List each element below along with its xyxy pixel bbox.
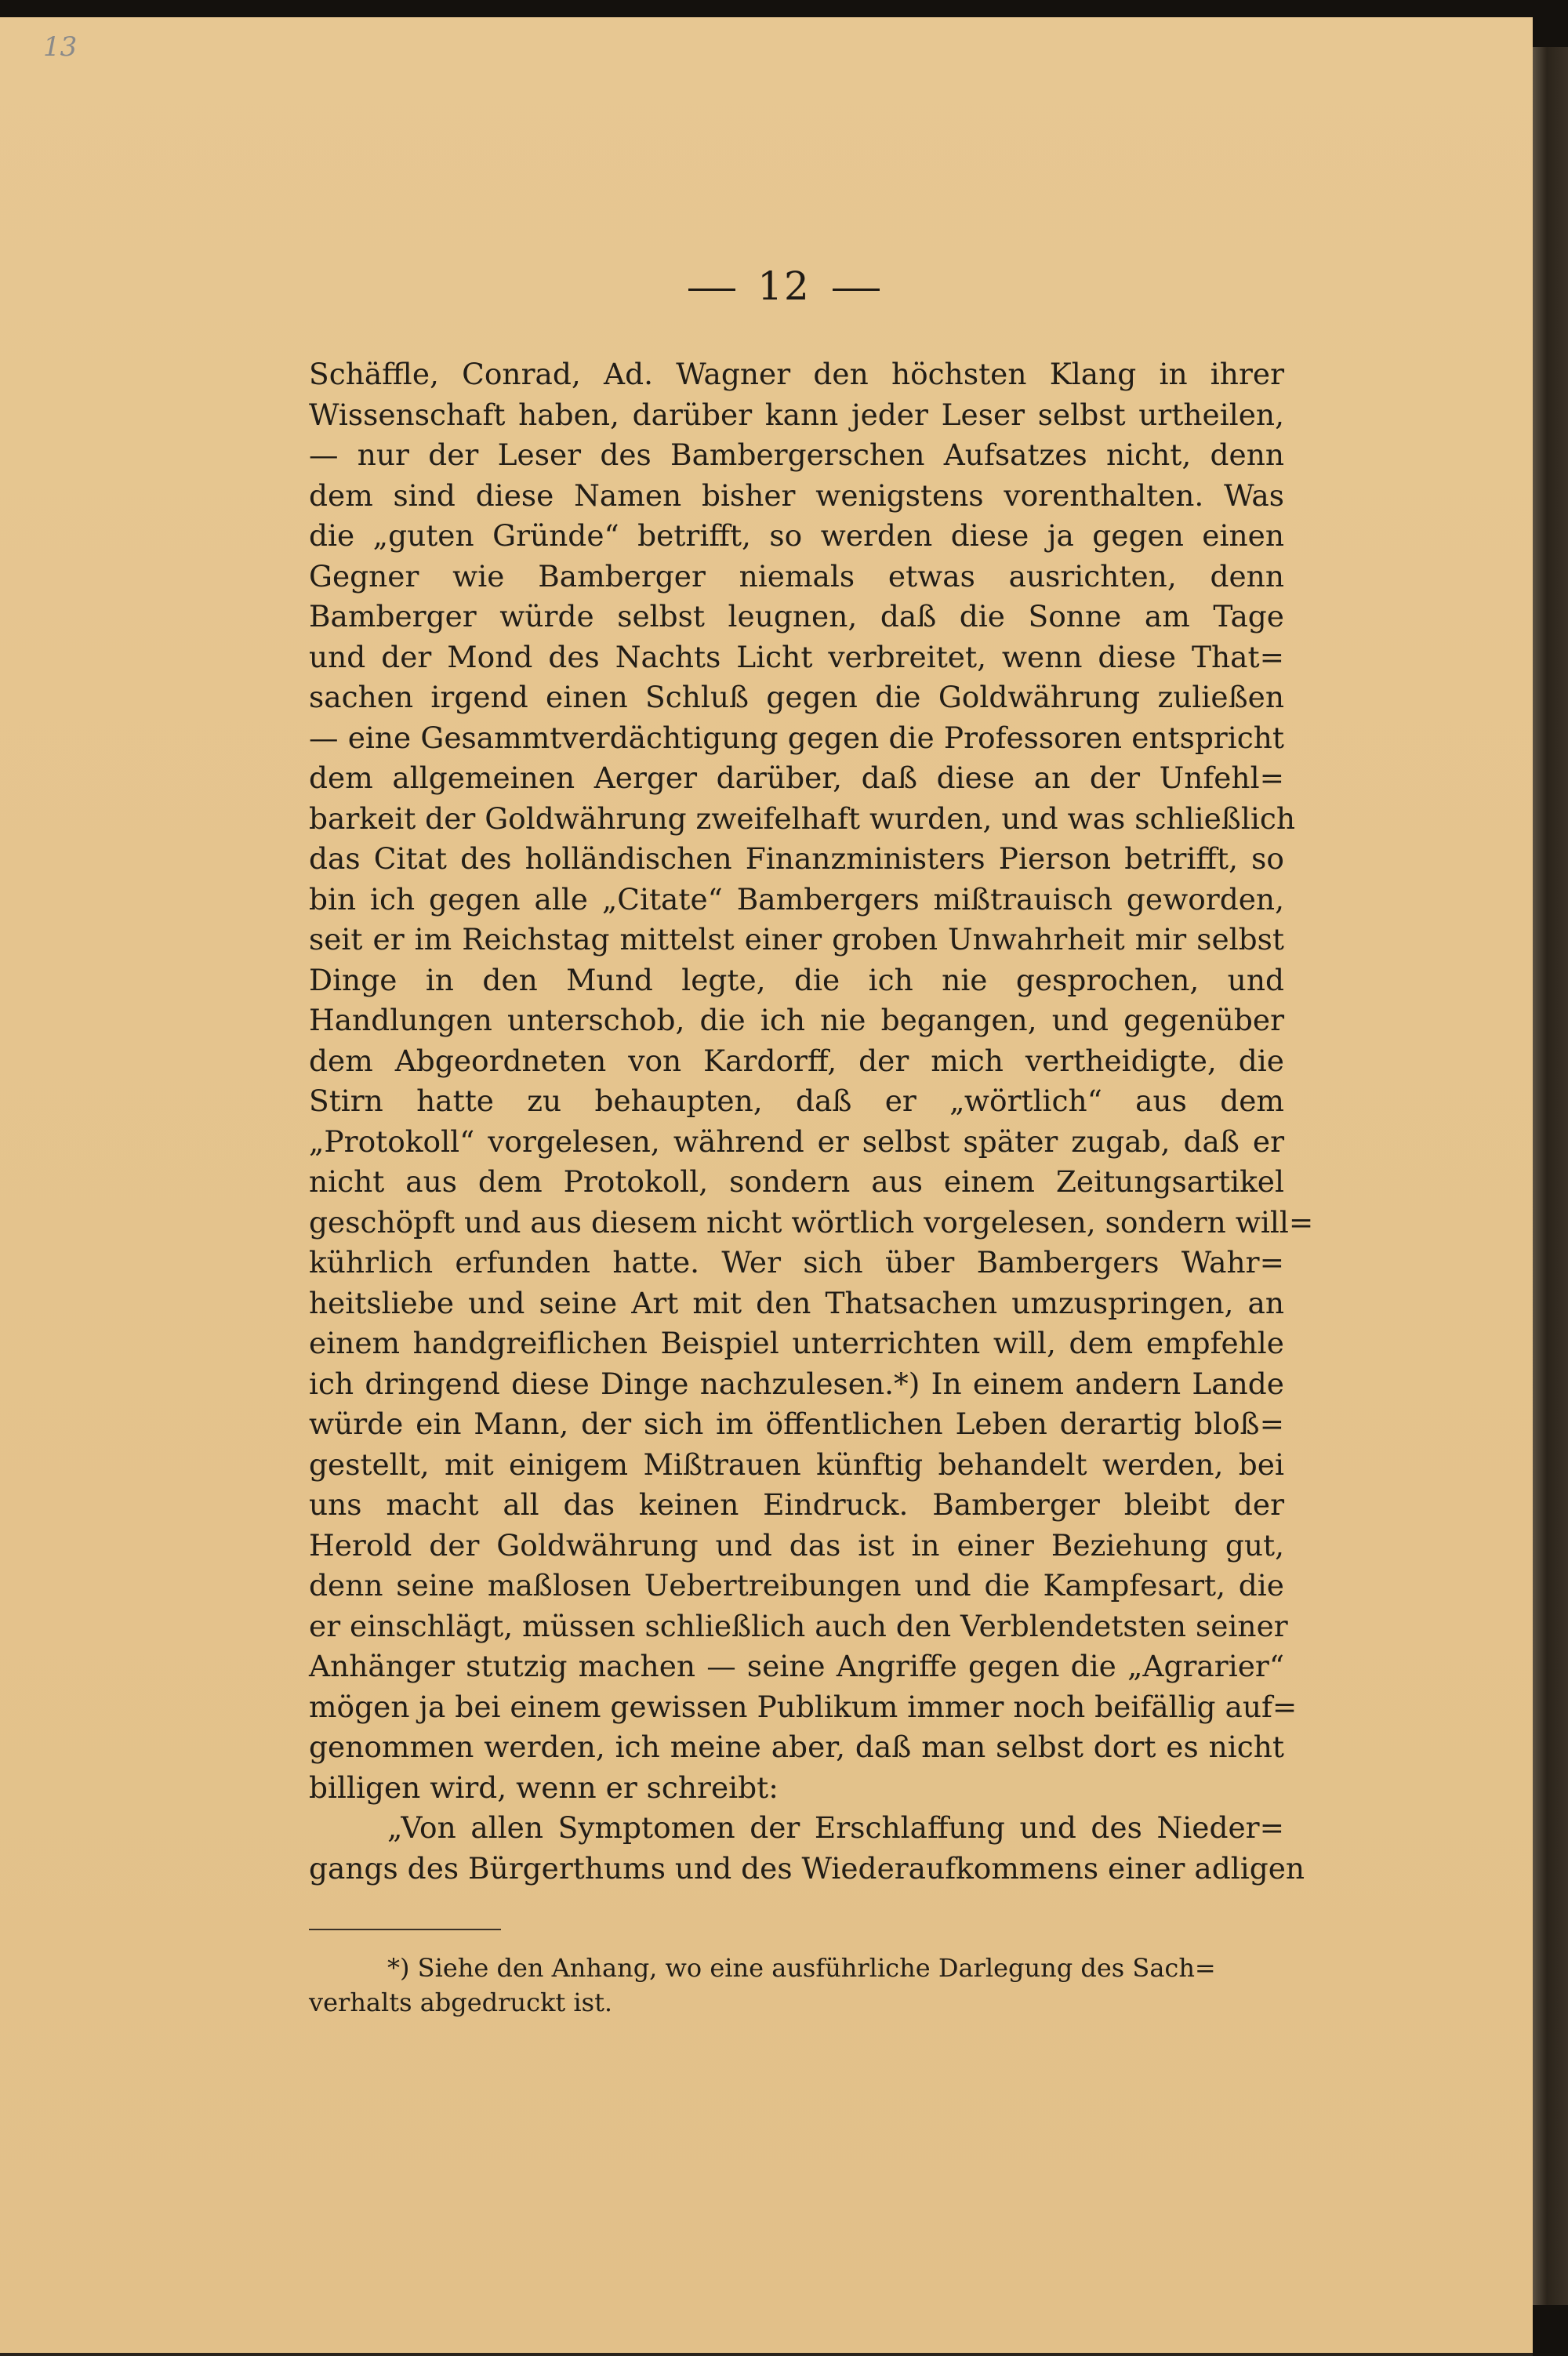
text-line: geschöpft und aus diesem nicht wörtlich vorgelesen, sondern will= <box>309 1204 1314 1240</box>
text-line: Wissenschaft haben, darüber kann jeder Leser selbst urtheilen, <box>309 397 1284 432</box>
text-line: uns macht all das keinen Eindruck. Bamberger bleibt der <box>309 1487 1284 1522</box>
text-line: Dinge in den Mund legte, die ich nie gesprochen, und <box>309 962 1284 997</box>
quote-line: gangs des Bürgerthums und des Wiederaufkommens einer adligen <box>309 1850 1305 1886</box>
text-line: denn seine maßlosen Uebertreibungen und die Kampfesart, die <box>309 1568 1284 1603</box>
text-line: Stirn hatte zu behaupten, daß er „wörtlich“ aus dem <box>309 1084 1284 1118</box>
footnote-line: *) Siehe den Anhang, wo eine ausführliche Darlegung des Sach= <box>387 1953 1216 1983</box>
text-line: Gegner wie Bamberger niemals etwas ausrichten, denn <box>309 558 1284 594</box>
right-dash <box>833 289 880 291</box>
text-line: sachen irgend einen Schluß gegen die Goldwährung zuließen <box>309 680 1284 714</box>
text-line: Herold der Goldwährung und das ist in einer Beziehung gut, <box>309 1527 1284 1563</box>
text-line: und der Mond des Nachts Licht verbreitet, wenn diese That= <box>309 639 1284 674</box>
left-dash <box>688 289 735 291</box>
text-line: ich dringend diese Dinge nachzulesen.*) In einem andern Lande <box>309 1366 1284 1401</box>
text-line: einem handgreiflichen Beispiel unterrichten will, dem empfehle <box>309 1326 1284 1360</box>
body-text <box>309 354 1314 1889</box>
text-line: Bamberger würde selbst leugnen, daß die Sonne am Tage <box>309 599 1284 633</box>
text-line: seit er im Reichstag mittelst einer groben Unwahrheit mir selbst <box>309 922 1284 957</box>
book-spine-shadow <box>1533 47 1568 2305</box>
text-line: mögen ja bei einem gewissen Publikum immer noch beifällig auf= <box>309 1689 1298 1724</box>
quote-line: „Von allen Symptomen der Erschlaffung und des Nieder= <box>387 1810 1284 1845</box>
text-line: gestellt, mit einigem Mißtrauen künftig behandelt werden, bei <box>309 1447 1284 1482</box>
pencil-corner-mark: 13 <box>43 31 78 63</box>
text-line: würde ein Mann, der sich im öffentlichen Leben derartig bloß= <box>309 1407 1284 1441</box>
text-line: Handlungen unterschob, die ich nie begangen, und gegenüber <box>309 1003 1284 1037</box>
text-line: Anhänger stutzig machen — seine Angriffe gegen die „Agrarier“ <box>309 1649 1284 1683</box>
text-line: bin ich gegen alle „Citate“ Bambergers mißtrauisch geworden, <box>309 881 1284 917</box>
footnote-line: verhalts abgedruckt ist. <box>309 1988 613 2017</box>
text-line: dem Abgeordneten von Kardorff, der mich vertheidigte, die <box>309 1043 1284 1078</box>
text-line: genommen werden, ich meine aber, daß man selbst dort es nicht <box>309 1730 1284 1764</box>
text-line: — eine Gesammtverdächtigung gegen die Professoren entspricht <box>309 720 1284 755</box>
text-line: heitsliebe und seine Art mit den Thatsachen umzuspringen, an <box>309 1285 1284 1320</box>
text-line: „Protokoll“ vorgelesen, während er selbst später zugab, daß er <box>309 1124 1284 1159</box>
text-line: dem allgemeinen Aerger darüber, daß diese an der Unfehl= <box>309 761 1284 795</box>
text-line: nicht aus dem Protokoll, sondern aus einem Zeitungsartikel <box>309 1164 1284 1199</box>
footnote-rule <box>309 1929 501 1930</box>
text-line: billigen wird, wenn er schreibt: <box>309 1770 779 1805</box>
text-line: kührlich erfunden hatte. Wer sich über Bambergers Wahr= <box>309 1245 1284 1280</box>
text-line: barkeit der Goldwährung zweifelhaft wurden, und was schließlich <box>309 800 1295 836</box>
page-number-header <box>0 263 1568 309</box>
text-line: die „guten Gründe“ betrifft, so werden diese ja gegen einen <box>309 518 1284 553</box>
page-number: 12 <box>757 263 811 309</box>
text-line: Schäffle, Conrad, Ad. Wagner den höchsten Klang in ihrer <box>309 357 1284 391</box>
text-line: — nur der Leser des Bambergerschen Aufsatzes nicht, denn <box>309 437 1284 472</box>
text-line: dem sind diese Namen bisher wenigstens vorenthalten. Was <box>309 477 1284 513</box>
text-line: das Citat des holländischen Finanzministers Pierson betrifft, so <box>309 841 1284 876</box>
footnote <box>309 1951 1284 2020</box>
text-line: er einschlägt, müssen schließlich auch den Verblendetsten seiner <box>309 1608 1288 1643</box>
